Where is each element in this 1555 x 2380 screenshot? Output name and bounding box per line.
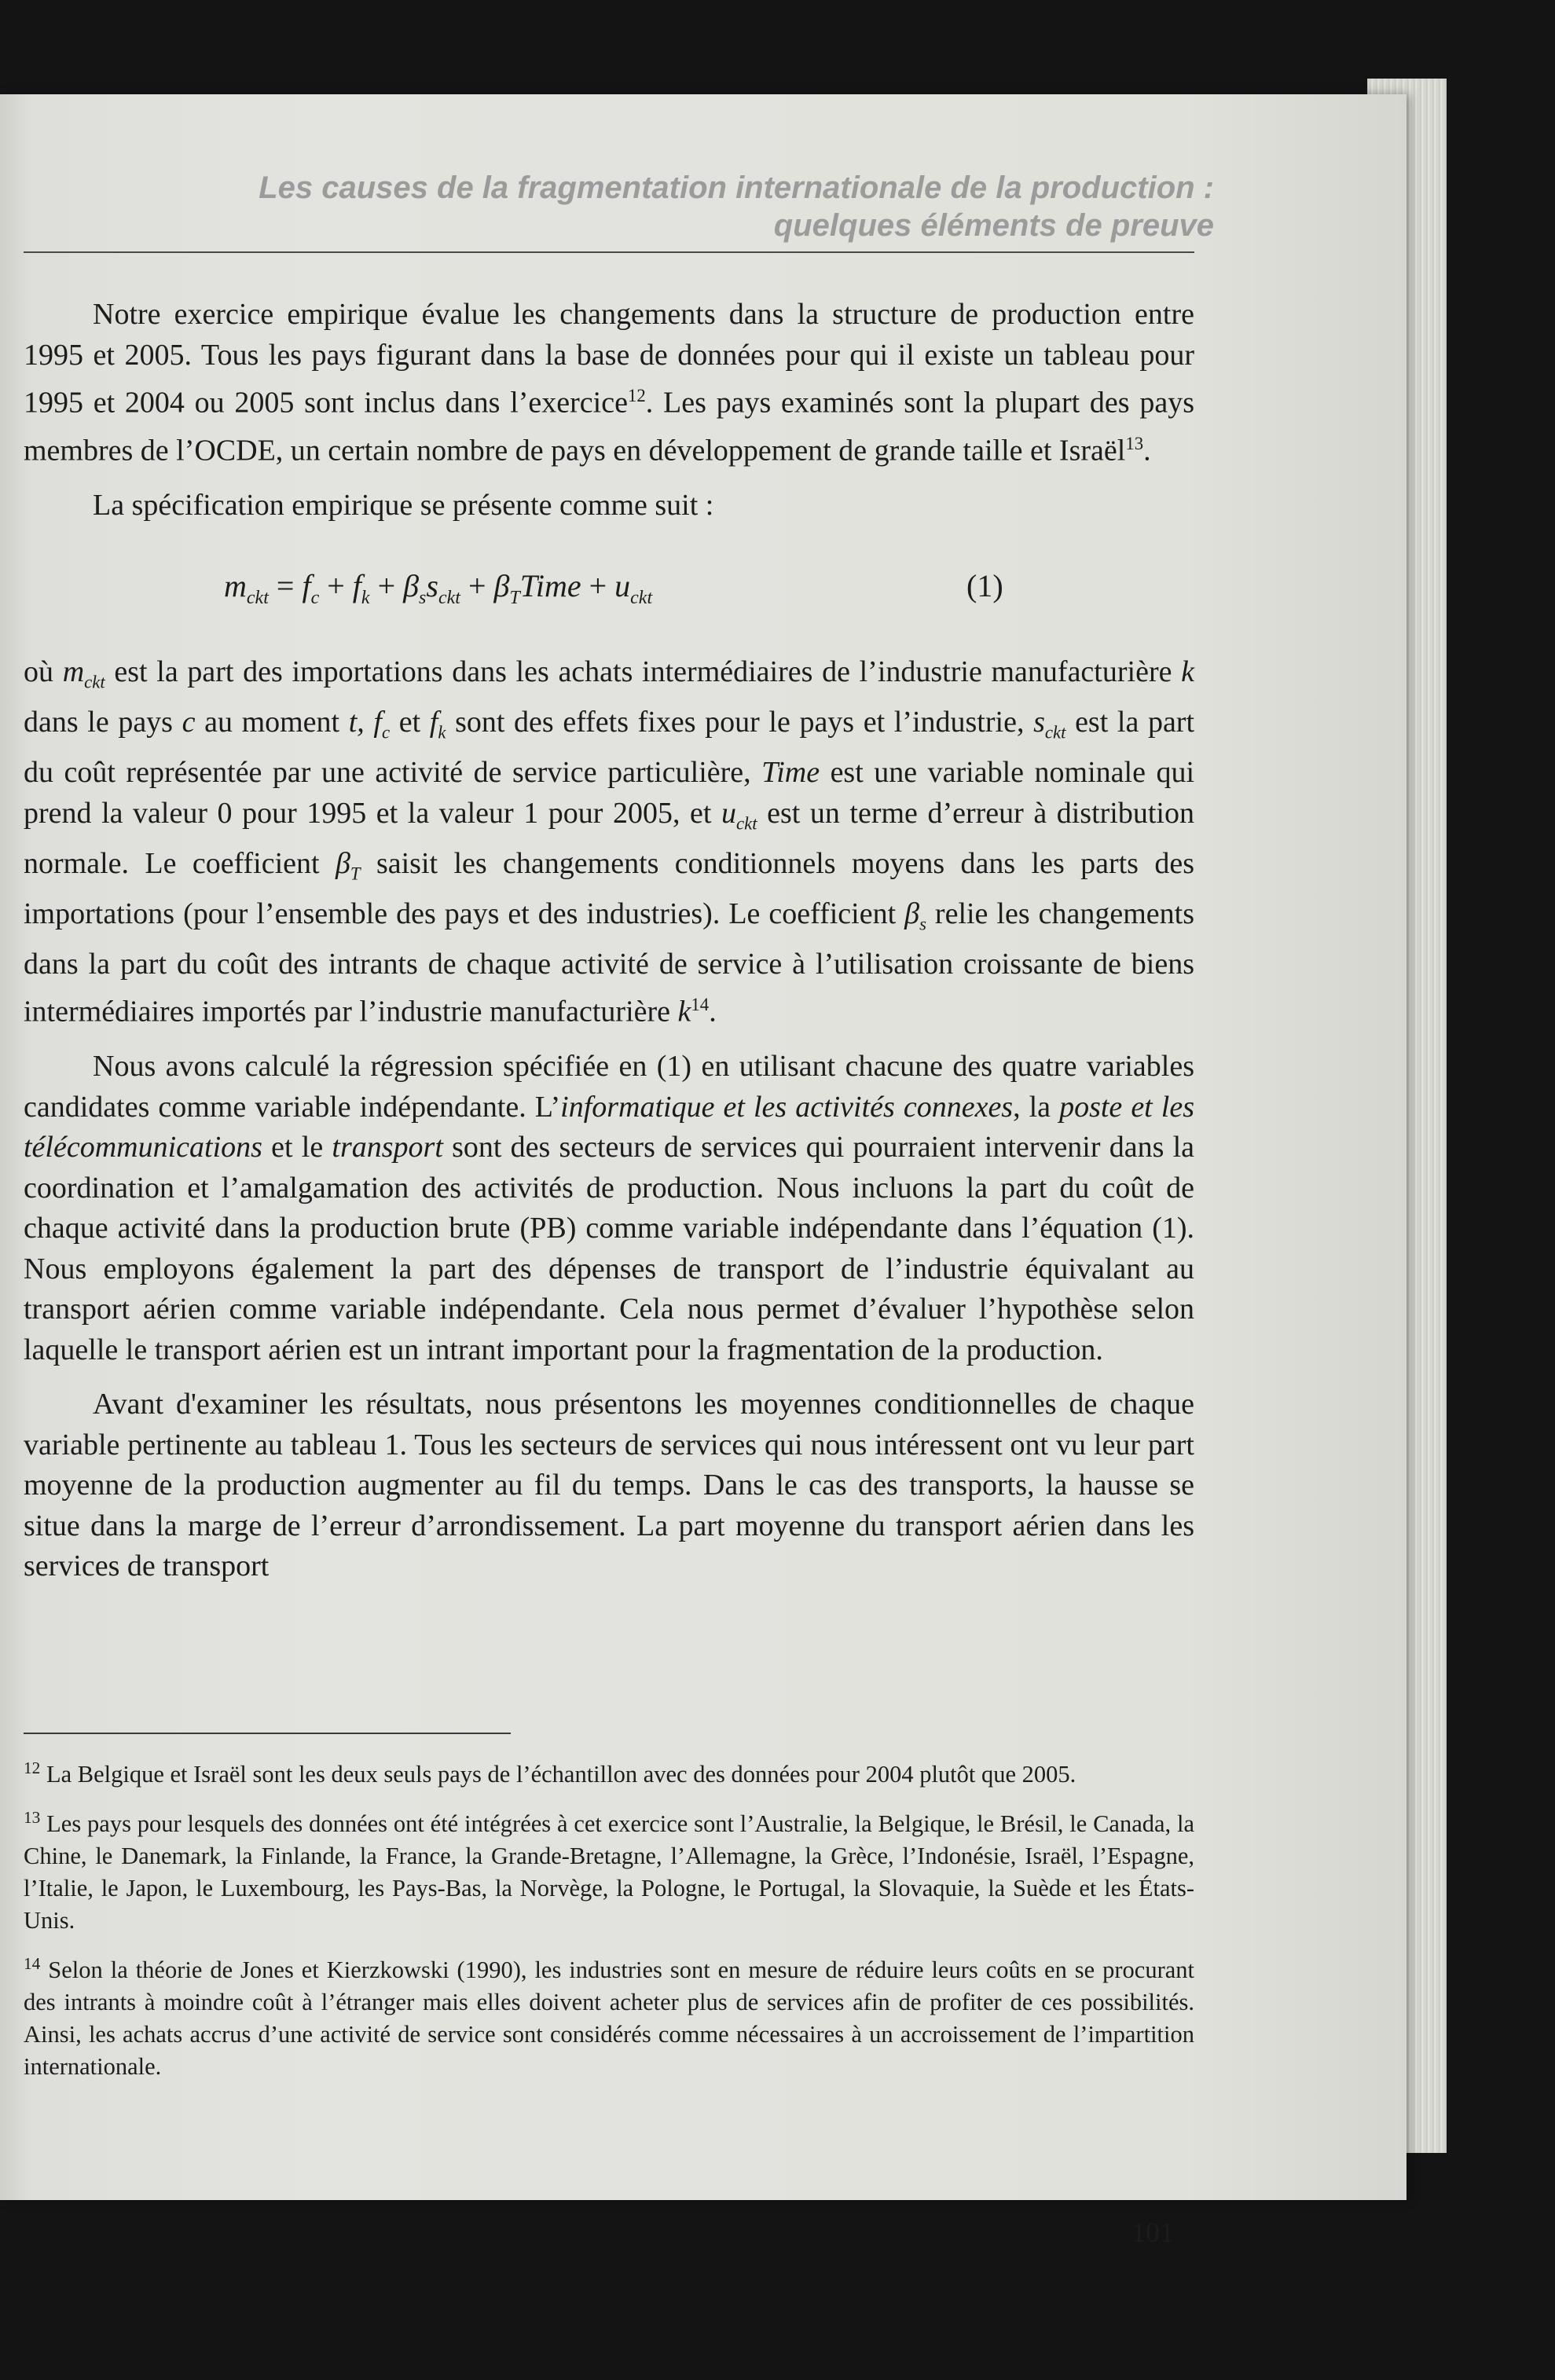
- eq-beta-s: β: [403, 567, 420, 603]
- p4-a: Nous avons calculé la régression spécifiée en (1) en utilisant chacune des quatre variables candidates comme variable indépendante. L’: [24, 1050, 1194, 1124]
- p3-g: sont des effets fixes pour le pays et l’industrie,: [446, 705, 1034, 739]
- p3-k2: k: [677, 995, 691, 1029]
- eq-fk-sub: k: [361, 587, 370, 608]
- header-rule: [24, 251, 1194, 253]
- footnote-12: [24, 1752, 1194, 1791]
- footnote-rule: [24, 1733, 511, 1734]
- footnote-13: [24, 1802, 1194, 1937]
- p3-i: est une variable nominale qui prend la valeur 0 pour 1995 et la valeur 1 pour 2005, et: [24, 756, 1194, 830]
- p3-fc: f: [373, 705, 382, 739]
- footnote-14: [24, 1948, 1194, 2083]
- paragraph-3: [24, 652, 1194, 1033]
- p3-fc-sub: c: [381, 722, 391, 743]
- paragraph-1-text-a: Notre exercice empirique évalue les changements dans la structure de production entre 1995 et 2005. Tous les pays figurant dans la base de données pour qui il existe un tableau pour 1995 et 2004 ou 2005 sont inclus dans l’exercice: [24, 298, 1194, 420]
- p4-b: , la: [1013, 1090, 1060, 1124]
- eq-plus-1: +: [319, 567, 353, 603]
- footnote-13-number: 13: [24, 1808, 41, 1828]
- p3-m: m: [62, 655, 85, 688]
- p3-u-sub: ckt: [735, 813, 757, 834]
- eq-beta-s-sub: s: [419, 587, 427, 608]
- p3-h: est la part du coût représentée par une activité de service particulière,: [24, 705, 1195, 789]
- paragraph-2: La spécification empirique se présente comme suit :: [93, 489, 714, 523]
- p3-fk-sub: k: [438, 722, 446, 743]
- footnote-ref-13: 13: [1125, 434, 1144, 454]
- eq-m: m: [224, 567, 247, 603]
- footnotes: [24, 1752, 1194, 2094]
- footnote-14-number: 14: [24, 1954, 41, 1974]
- p3-m-sub: ckt: [84, 672, 105, 692]
- eq-fk: f: [352, 567, 361, 603]
- p3-o: .: [709, 995, 717, 1029]
- p3-s-sub: ckt: [1044, 722, 1066, 743]
- eq-plus-4: +: [581, 567, 615, 603]
- paragraph-1-text-b: . Les pays examinés sont la plupart des pays membres de l’OCDE, un certain nombre de pays en développement de grande taille et Israël: [24, 386, 1194, 468]
- footnote-13-text: Les pays pour lesquels des données ont été intégrées à cet exercice sont l’Australie, la Belgique, le Brésil, le Canada, la Chine, le Danemark, la Finlande, la France, la Grande-Bretagne, l’Allemagne, la Grèce, l’Indonésie, Israël, l’Espagne, l’Italie, le Japon, le Luxembourg, les Pays-Bas, la Norvège, la Pologne, le Portugal, la Slovaquie, la Suède et les États-Unis.: [24, 1810, 1194, 1934]
- p3-s: s: [1033, 705, 1045, 739]
- p3-c: dans le pays: [24, 705, 182, 739]
- p3-e: et: [390, 705, 430, 739]
- footnote-12-text: La Belgique et Israël sont les deux seuls pays de l’échantillon avec des données pour 2004 plutôt que 2005.: [40, 1761, 1076, 1788]
- paragraph-1-text-c: .: [1143, 434, 1151, 468]
- p3-beta-s: β: [904, 897, 920, 930]
- p3-b: est la part des importations dans les achats intermédiaires de l’industrie manufacturière: [105, 655, 1182, 688]
- p3-d: au moment: [195, 705, 349, 739]
- eq-m-sub: ckt: [246, 587, 269, 608]
- eq-fc: f: [302, 567, 311, 603]
- p3-n: relie les changements dans la part du coût des intrants de chaque activité de service à l’utilisation croissante de biens intermédiaires importés par l’industrie manufacturière: [24, 897, 1194, 1029]
- paragraph-5: Avant d'examiner les résultats, nous présentons les moyennes conditionnelles de chaque variable pertinente au tableau 1. Tous les secteurs de services qui nous intéressent ont vu leur part moyenne de la production augmenter au fil du temps. Dans le cas des transports, la hausse se situe dans la marge de l’erreur d’arrondissement. La part moyenne du transport aérien dans les services de transport: [24, 1388, 1194, 1583]
- p4-c: et le: [262, 1131, 332, 1164]
- p3-l: saisit les changements conditionnels moyens dans les parts des importations (pour l’ensemble des pays et des industries). Le coefficient: [24, 846, 1195, 930]
- eq-plus-2: +: [369, 567, 404, 603]
- footnote-14-text: Selon la théorie de Jones et Kierzkowski (1990), les industries sont en mesure de réduire leurs coûts en se procurant des intrants à moindre coût à l’étranger mais elles doivent acheter plus de services afin de profiter de ces possibilités. Ainsi, les achats accrus d’une activité de service sont considérés comme nécessaires à un accroissement de l’impartition internationale.: [24, 1956, 1194, 2081]
- footnote-12-number: 12: [24, 1758, 41, 1777]
- p3-a: où: [24, 655, 63, 688]
- eq-s-sub: ckt: [438, 587, 460, 608]
- eq-s: s: [426, 567, 438, 603]
- p3-cvar: c: [182, 705, 196, 739]
- paragraph-4: [24, 1047, 1194, 1370]
- equation-1: [24, 526, 1194, 652]
- p3-u: u: [721, 796, 736, 830]
- p4-term-informatique: informatique et les activités connexes: [560, 1090, 1014, 1124]
- paragraph-1: [24, 295, 1194, 471]
- equation-number: (1): [966, 567, 1003, 603]
- eq-beta-t: β: [493, 567, 510, 603]
- p3-t: t,: [348, 705, 365, 739]
- eq-fc-sub: c: [310, 587, 320, 608]
- running-header-line1: Les causes de la fragmentation internationale de la production :: [259, 171, 1214, 205]
- book-page: [0, 94, 1406, 2248]
- eq-plus-3: +: [460, 567, 494, 603]
- eq-u: u: [614, 567, 631, 603]
- eq-time: Time: [519, 567, 581, 603]
- p3-k: k: [1181, 655, 1195, 688]
- p4-term-transport: transport: [332, 1131, 443, 1164]
- p3-fk: f: [429, 705, 438, 739]
- footnote-ref-12: 12: [627, 386, 646, 405]
- p3-j: est un terme d’erreur à distribution normale. Le coefficient: [24, 796, 1194, 880]
- eq-u-sub: ckt: [630, 587, 653, 608]
- p3-beta-t: β: [335, 846, 350, 880]
- p3-beta-t-sub: T: [350, 864, 361, 884]
- p3-time: Time: [761, 756, 820, 789]
- running-header: [114, 169, 1214, 244]
- p4-term-poste: poste et les télécommunications: [24, 1090, 1194, 1164]
- equation-formula: [224, 566, 652, 619]
- page-number: 101: [1131, 2217, 1174, 2248]
- body-text: [24, 295, 1194, 1587]
- p3-beta-s-sub: s: [919, 914, 926, 934]
- eq-equals: =: [268, 567, 303, 603]
- p4-d: sont des secteurs de services qui pourraient intervenir dans la coordination et l’amalgamation des activités de production. Nous incluons la part du coût de chaque activité dans la production brute (PB) comme variable indépendante dans l’équation (1). Nous employons également la part des dépenses de transport de l’industrie équivalant au transport aérien comme variable indépendante. Cela nous permet d’évaluer l’hypothèse selon laquelle le transport aérien est un intrant important pour la fragmentation de la production.: [24, 1131, 1194, 1366]
- footnote-ref-14: 14: [691, 995, 710, 1015]
- eq-beta-t-sub: T: [509, 587, 520, 608]
- running-header-line2: quelques éléments de preuve: [773, 208, 1214, 243]
